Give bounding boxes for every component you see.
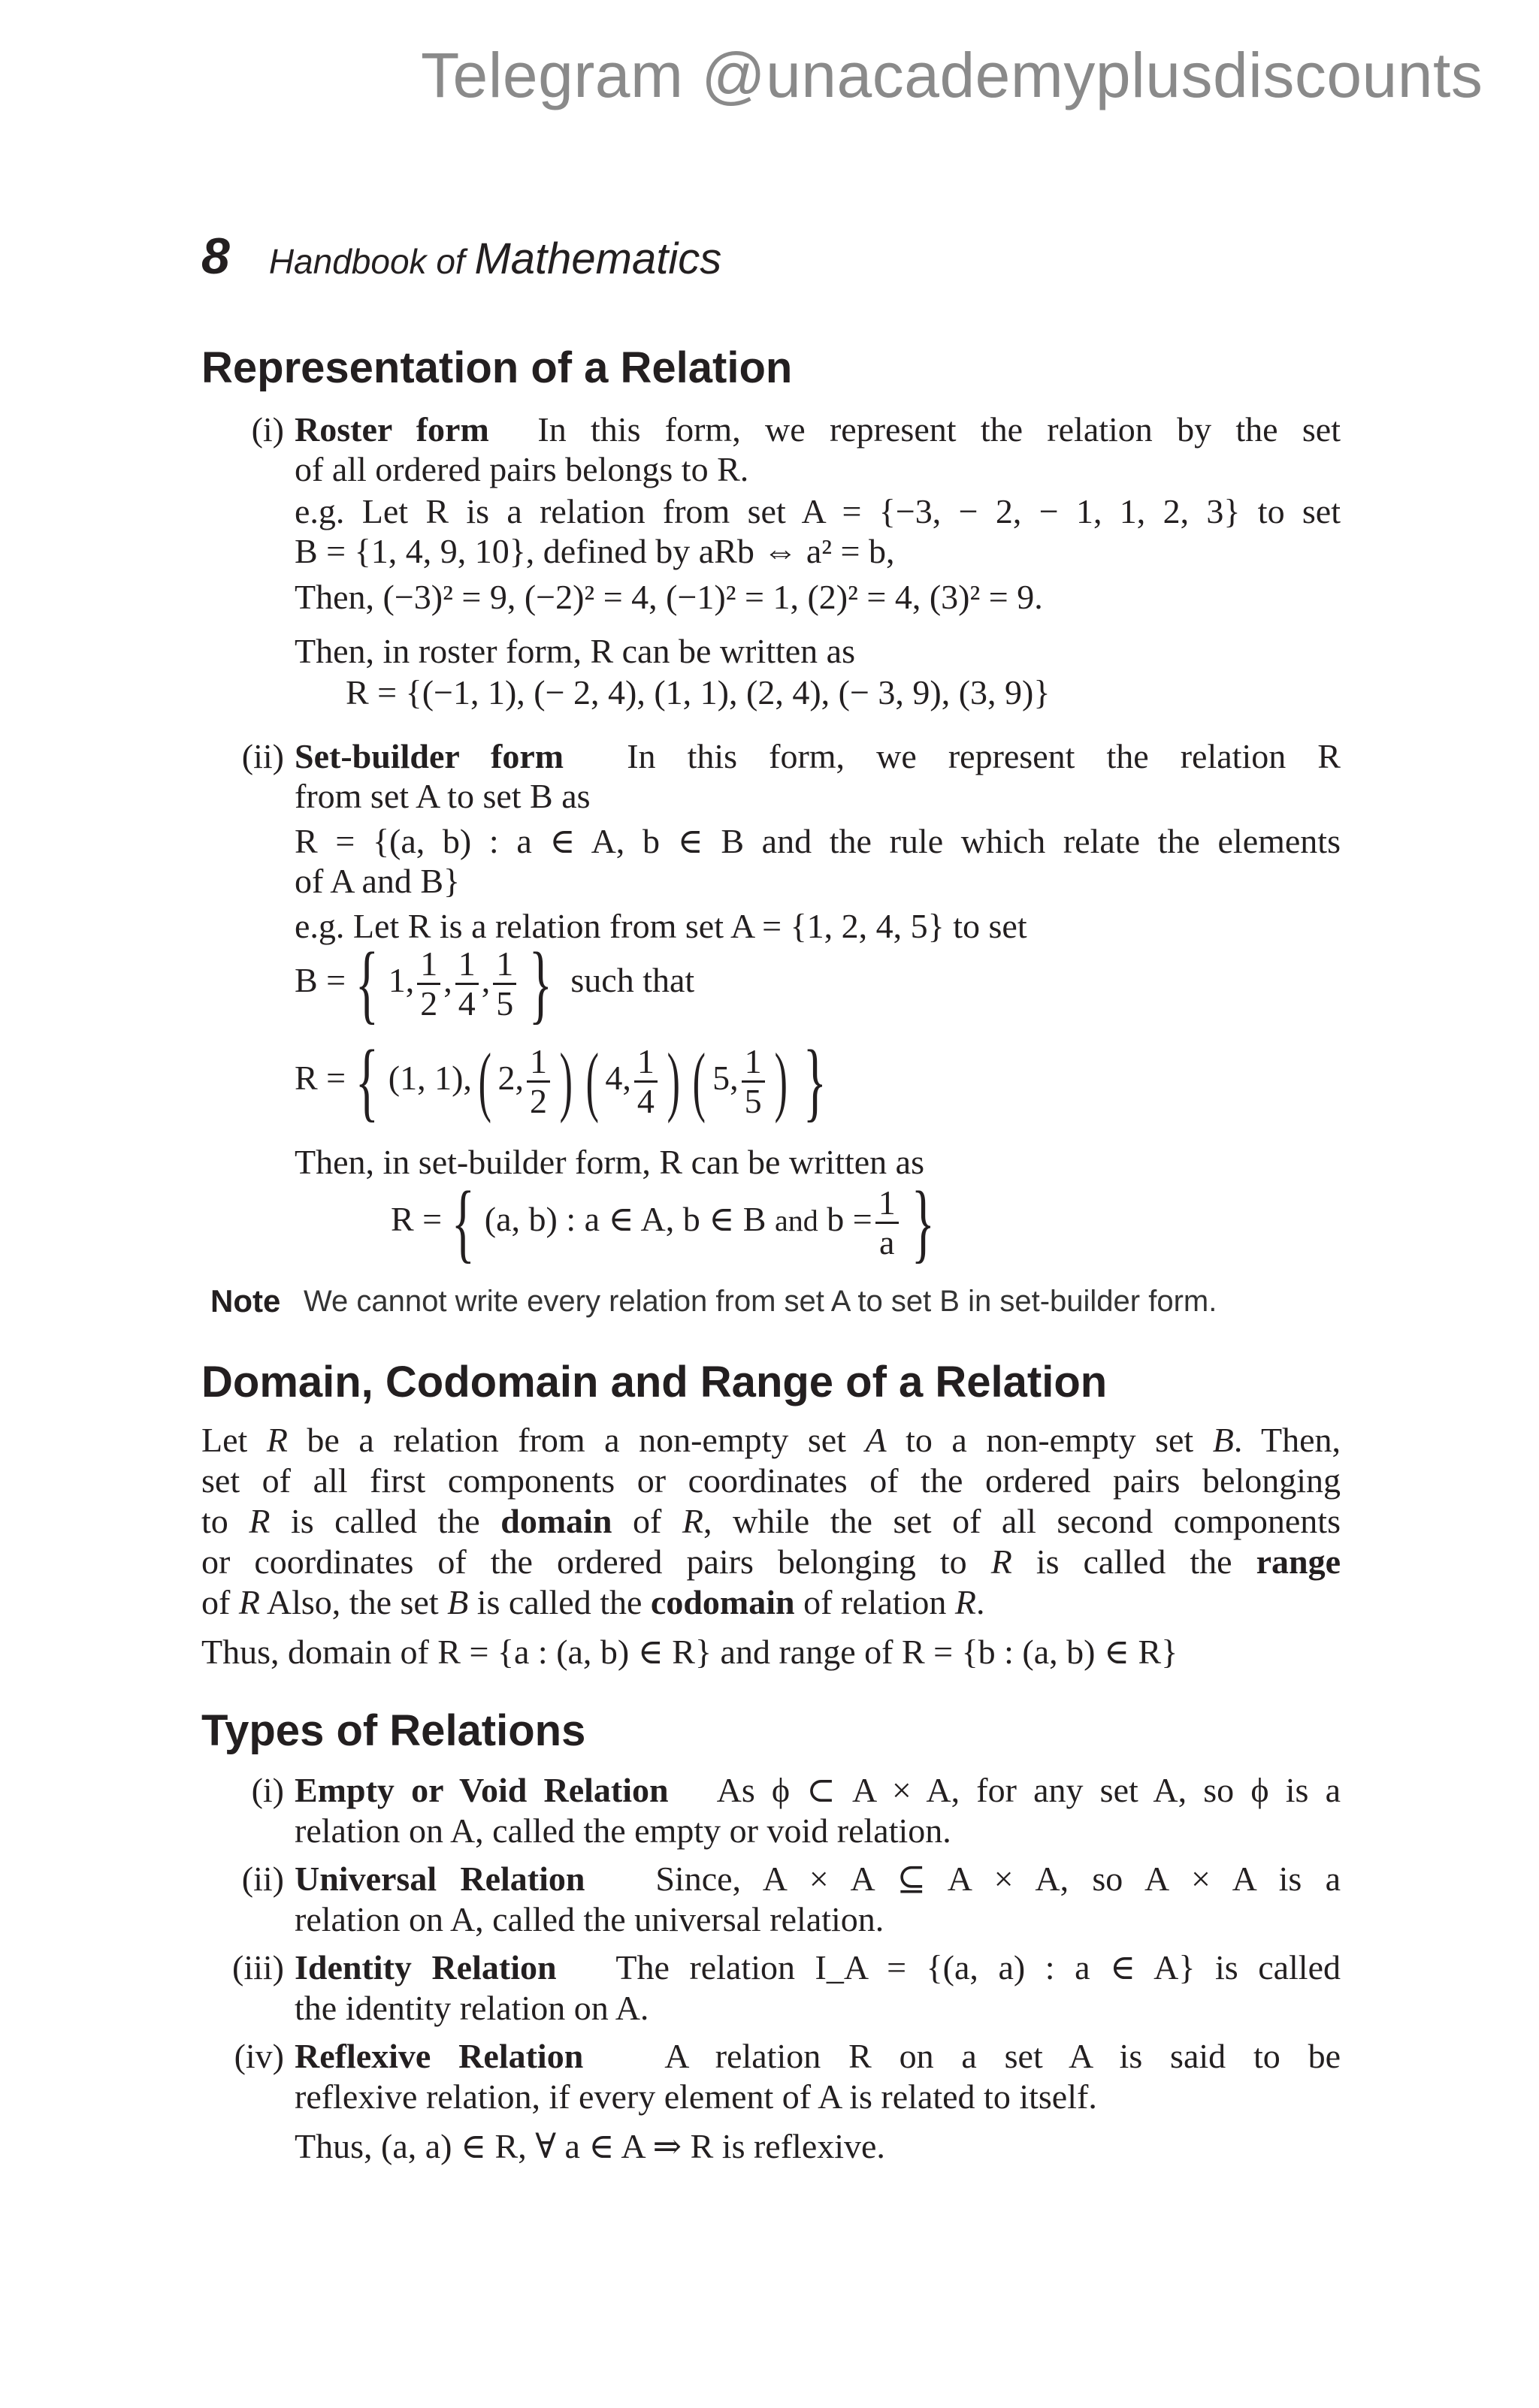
section-heading-representation: Representation of a Relation [201,343,793,392]
setbuilder-def-line2: of A and B} [295,862,461,900]
roster-eg-line2: B = {1, 4, 9, 10}, defined by aRb ⇔ a² = b, [295,532,895,570]
domain-para-line5: of R Also, the set B is called the codomain of relation R. [201,1583,985,1621]
reflexive-relation-line3: Thus, (a, a) ∈ R, ∀ a ∈ A ⇒ R is reflexive. [295,2127,885,2165]
empty-relation-line1: Empty or Void Relation As ϕ ⊂ A × A, for any set A, so ϕ is a [295,1771,1341,1809]
item-number: (iv) [234,2037,284,2075]
setbuilder-line1: Set-builder form In this form, we represent the relation R [295,737,1341,775]
reflexive-relation-line2: reflexive relation, if every element of A is related to itself. [295,2077,1097,2116]
book-title: Handbook of Mathematics [268,234,722,283]
domain-para-line2: set of all first components or coordinates of the ordered pairs belonging [201,1461,1341,1500]
note-label: Note [210,1283,281,1319]
roster-line1: Roster form In this form, we represent the relation by the set [295,410,1341,449]
reflexive-relation-line1: Reflexive Relation A relation R on a set A is said to be [295,2037,1341,2075]
watermark: Telegram @unacademyplusdiscounts [421,40,1483,110]
running-head [201,227,721,286]
page-number: 8 [201,228,230,285]
item-number: (ii) [241,1860,284,1898]
section-heading-types: Types of Relations [201,1706,586,1755]
universal-relation-line1: Universal Relation Since, A × A ⊆ A × A, so A × A is a [295,1860,1341,1898]
roster-intro: Then, in roster form, R can be written as [295,632,855,670]
note-text: We cannot write every relation from set A to set B in set-builder form. [304,1285,1217,1318]
roster-equation: R = {(−1, 1), (− 2, 4), (1, 1), (2, 4), (− 3, 9), (3, 9)} [346,673,1051,712]
setbuilder-intro: Then, in set-builder form, R can be written as [295,1143,924,1181]
identity-relation-line1: Identity Relation The relation I_A = {(a, a) : a ∈ A} is called [295,1948,1341,1987]
identity-relation-line2: the identity relation on A. [295,1989,649,2027]
section-heading-domain: Domain, Codomain and Range of a Relation [201,1358,1108,1406]
relation-r-definition: R = { (1, 1),( 2, $\frac{1}{2}$ ) ( 4, $\frac{1}{4}$ ) ( 5, $\frac{1}{5}$ ) } [295,1032,827,1131]
item-number: (i) [251,410,284,449]
domain-range-formula: Thus, domain of R = {a : (a, b) ∈ R} and range of R = {b : (a, b) ∈ R} [201,1633,1178,1671]
set-b-definition: B = { 1, $\frac{1}{2}$ , $\frac{1}{4}$ , $\frac{1}{5}$ } such that [295,934,695,1033]
domain-para-line4: or coordinates of the ordered pairs belonging to R is called the range [201,1542,1341,1581]
roster-then-line: Then, (−3)² = 9, (−2)² = 4, (−1)² = 1, (2)² = 4, (3)² = 9. [295,578,1043,616]
setbuilder-equation: R = { (a, b) : a ∈ A, b ∈ B and b = $\frac{1}{a}$ } [391,1173,935,1272]
setbuilder-def-line1: R = {(a, b) : a ∈ A, b ∈ B and the rule which relate the elements [295,822,1341,860]
roster-eg-line1: e.g. Let R is a relation from set A = {−3, − 2, − 1, 1, 2, 3} to set [295,492,1341,530]
item-number: (i) [251,1771,284,1809]
setbuilder-eg-line1: e.g. Let R is a relation from set A = {1, 2, 4, 5} to set [295,907,1027,945]
domain-para-line1: Let R be a relation from a non-empty set A to a non-empty set B. Then, [201,1421,1341,1459]
item-number: (iii) [232,1948,284,1987]
empty-relation-line2: relation on A, called the empty or void relation. [295,1811,951,1850]
setbuilder-line2: from set A to set B as [295,777,591,815]
item-number: (ii) [241,737,284,775]
domain-para-line3: to R is called the domain of R, while the set of all second components [201,1502,1341,1540]
roster-line2: of all ordered pairs belongs to R. [295,450,749,488]
universal-relation-line2: relation on A, called the universal relation. [295,1900,884,1938]
